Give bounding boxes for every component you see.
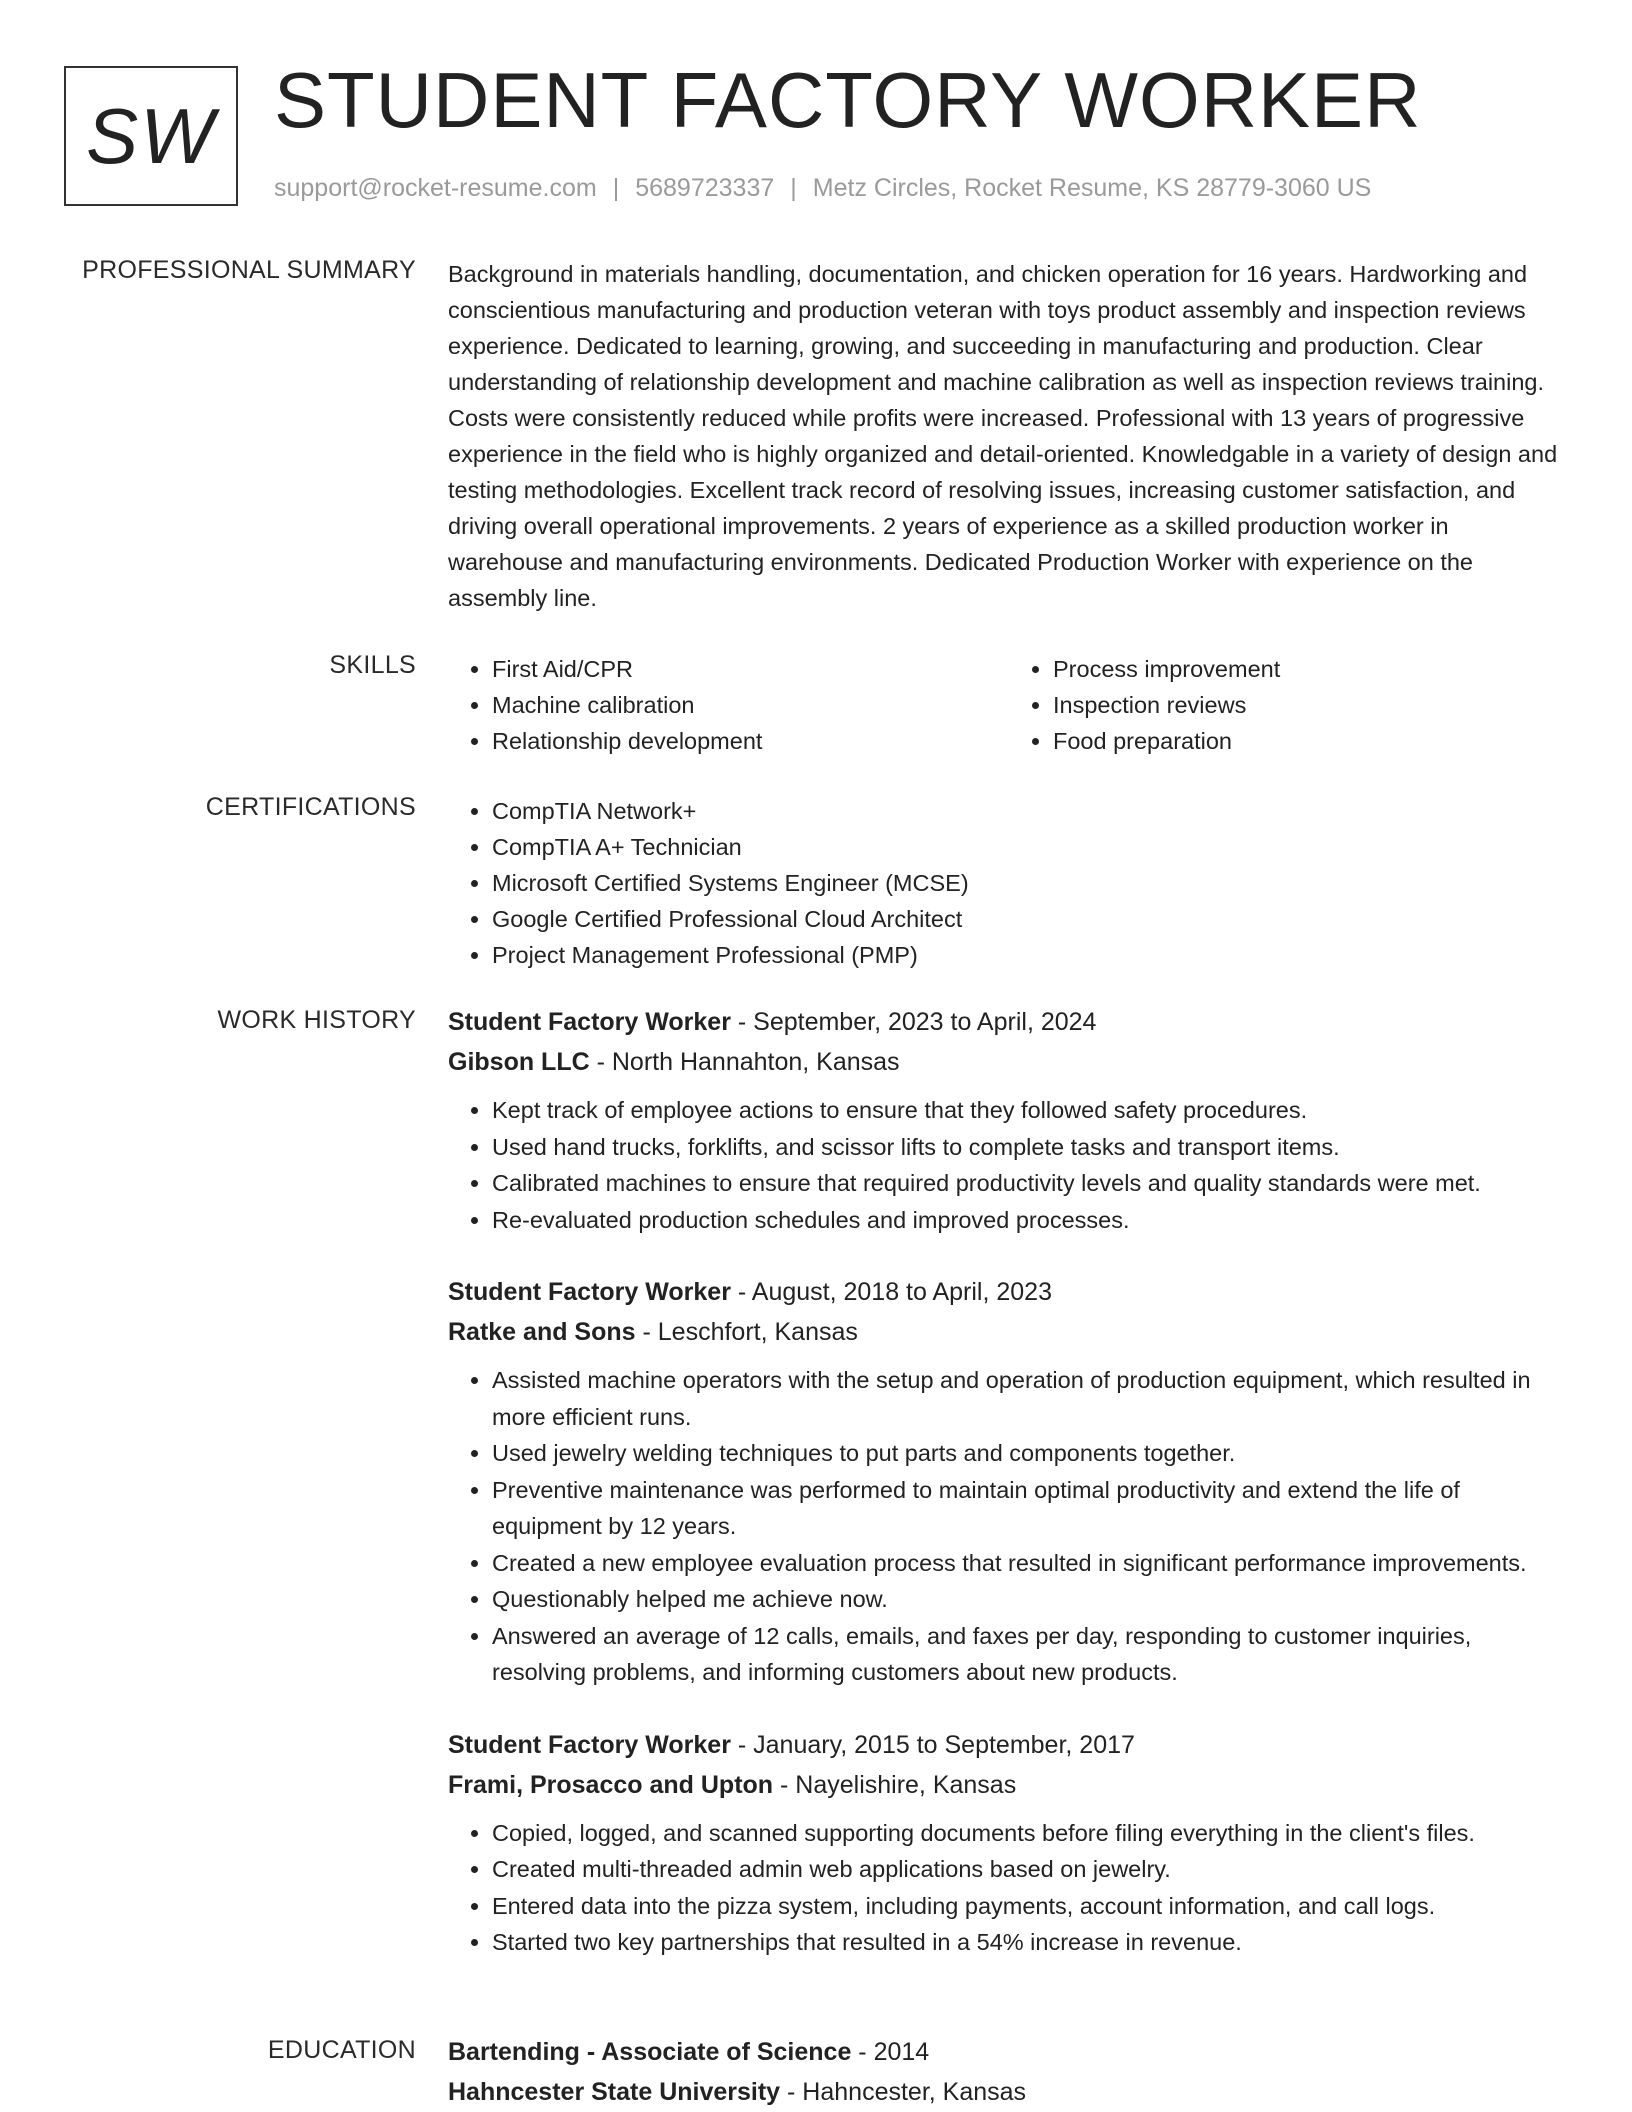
job-dates: - January, 2015 to September, 2017 [730,1730,1135,1759]
education-school: Hahncester State University [448,2078,781,2106]
job-duty: • Created multi-threaded admin web applications based on jewelry. [492,1851,1570,1888]
skills-list-right [1009,651,1570,759]
skill-item: • Food preparation [1053,723,1570,759]
summary-text: Background in materials handling, documentation, and chicken operation for 16 years. Hardworking and conscientious manufacturing and production veteran with toys product assembly and inspection reviews experience. Dedicated to learning, growing, and succeeding in manufacturing and production. Clear understanding of relationship development and machine calibration as well as inspection reviews training. Costs were consistently reduced while profits were increased. Professional with 13 years of progressive experience in the field who is highly organized and detail-oriented. Knowledgable in a variety of design and testing methodologies. Excellent track record of resolving issues, increasing customer satisfaction, and driving overall operational improvements. 2 years of experience as a skilled production worker in warehouse and manufacturing environments. Dedicated Production Worker with experience on the assembly line. [448,261,1558,611]
certification-item: • CompTIA Network+ [492,793,1570,829]
job-duty: • Assisted machine operators with the setup and operation of production equipment, which resulted in more efficient runs. [492,1362,1570,1435]
job-duties-list [448,1815,1570,1961]
job-dates: - September, 2023 to April, 2024 [730,1008,1097,1036]
skill-item: • Relationship development [492,723,1009,759]
certification-item: • CompTIA A+ Technician [492,829,1570,865]
job-location: - North Hannahton, Kansas [589,1048,900,1076]
job-entry [448,1272,1570,1691]
contact-separator: | [612,174,620,202]
job-location: - Leschfort, Kansas [635,1318,858,1346]
contact-email[interactable]: support@rocket-resume.com [274,174,597,202]
skills-list-left [448,651,1009,759]
job-duties-list [448,1092,1570,1238]
job-entry [448,1002,1570,1238]
education-school-line [448,2072,1570,2112]
job-company-line [448,1765,1570,1805]
job-title: Student Factory Worker [448,1730,731,1759]
job-title-line [448,1002,1570,1042]
job-company: Frami, Prosacco and Upton [448,1770,774,1799]
job-title: Student Factory Worker [448,1278,731,1306]
job-company: Ratke and Sons [448,1318,636,1346]
job-duty: • Preventive maintenance was performed to maintain optimal productivity and extend the life of equipment by 12 years. [492,1472,1570,1545]
job-duty: • Calibrated machines to ensure that required productivity levels and quality standards were met. [492,1165,1570,1202]
monogram-box [64,66,238,206]
education-degree: Bartending - Associate of Science [448,2038,852,2066]
job-entry [448,1725,1570,1961]
certifications-heading: CERTIFICATIONS [205,793,416,821]
education-degree-line [448,2032,1570,2072]
job-dates: - August, 2018 to April, 2023 [730,1278,1052,1306]
job-company-line [448,1312,1570,1352]
skill-item: • Inspection reviews [1053,687,1570,723]
certification-item: • Google Certified Professional Cloud Architect [492,901,1570,937]
job-duty: • Re-evaluated production schedules and improved processes. [492,1202,1570,1239]
job-company-line [448,1042,1570,1082]
job-duty: • Questionably helped me achieve now. [492,1581,1570,1618]
certifications-list [448,793,1570,973]
work-history-heading: WORK HISTORY [217,1006,416,1034]
education-location: - Hahncester, Kansas [780,2078,1027,2106]
job-duty: • Created a new employee evaluation process that resulted in significant performance improvements. [492,1545,1570,1582]
job-title: Student Factory Worker [448,1008,731,1036]
skill-item: • Process improvement [1053,651,1570,687]
contact-separator: | [790,174,797,202]
job-company: Gibson LLC [448,1048,590,1076]
job-location: - Nayelishire, Kansas [773,1770,1017,1799]
skill-item: • First Aid/CPR [492,651,1009,687]
job-duty: • Kept track of employee actions to ensure that they followed safety procedures. [492,1092,1570,1129]
education-year: - 2014 [851,2038,930,2066]
monogram-initials: SW [86,91,216,180]
contact-line [274,174,1371,203]
certification-item: • Project Management Professional (PMP) [492,937,1570,973]
skill-item: • Machine calibration [492,687,1009,723]
job-duty: • Used hand trucks, forklifts, and scissor lifts to complete tasks and transport items. [492,1129,1570,1166]
contact-address: Metz Circles, Rocket Resume, KS 28779-3060 US [812,174,1372,202]
candidate-name: STUDENT FACTORY WORKER [274,56,1422,144]
contact-phone[interactable]: 5689723337 [635,174,775,202]
job-title-line [448,1725,1570,1765]
job-duty: • Started two key partnerships that resulted in a 54% increase in revenue. [492,1924,1570,1961]
summary-heading: PROFESSIONAL SUMMARY [82,256,416,284]
job-duty: • Copied, logged, and scanned supporting documents before filing everything in the client's files. [492,1815,1570,1852]
education-heading: EDUCATION [267,2036,416,2064]
job-duty: • Used jewelry welding techniques to put parts and components together. [492,1435,1570,1472]
skills-heading: SKILLS [329,651,416,679]
job-duty: • Answered an average of 12 calls, emails, and faxes per day, responding to customer inquiries, resolving problems, and informing customers about new products. [492,1618,1570,1691]
job-title-line [448,1272,1570,1312]
job-duty: • Entered data into the pizza system, including payments, account information, and call logs. [492,1888,1570,1925]
job-duties-list [448,1362,1570,1691]
certification-item: • Microsoft Certified Systems Engineer (MCSE) [492,865,1570,901]
